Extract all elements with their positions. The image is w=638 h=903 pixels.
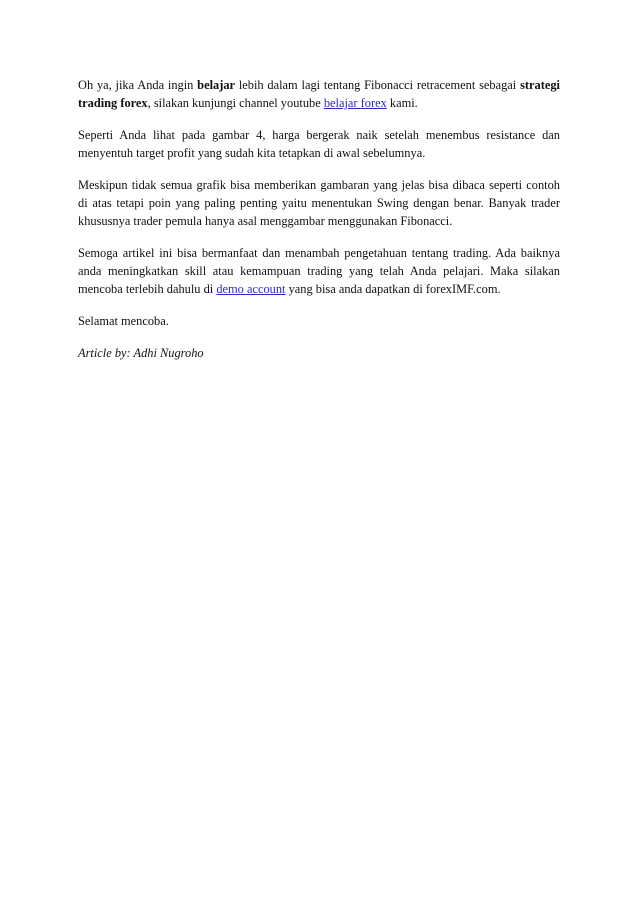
- text-span: yang bisa anda dapatkan di forexIMF.com.: [285, 282, 501, 296]
- article-body: [78, 76, 560, 376]
- link-demo-account[interactable]: demo account: [216, 282, 286, 296]
- article-byline: Article by: Adhi Nugroho: [78, 346, 204, 360]
- link-belajar-forex[interactable]: belajar forex: [323, 96, 387, 110]
- paragraph-fibonacci-intro: [78, 76, 560, 112]
- paragraph-conclusion: [78, 244, 560, 298]
- paragraph-swing: Meskipun tidak semua grafik bisa memberikan gambaran yang jelas bisa dibaca seperti contoh di atas tetapi poin yang paling penting yaitu menentukan Swing dengan benar. Banyak trader khususnya trader pemula hanya asal menggambar menggunakan Fibonacci.: [78, 178, 560, 228]
- text-span: lebih dalam lagi tentang Fibonacci retracement sebagai: [235, 78, 521, 92]
- text-span: , silakan kunjungi channel youtube: [147, 96, 324, 110]
- text-span: Oh ya, jika Anda ingin: [78, 78, 198, 92]
- text-span: kami.: [386, 96, 418, 110]
- paragraph-closing: Selamat mencoba.: [78, 314, 169, 328]
- bold-text-strategi: strategi trading forex: [78, 78, 560, 110]
- bold-text-belajar: belajar: [197, 78, 236, 92]
- paragraph-price-movement: Seperti Anda lihat pada gambar 4, harga bergerak naik setelah menembus resistance dan menyentuh target profit yang sudah kita tetapkan di awal sebelumnya.: [78, 128, 560, 160]
- text-span: Semoga artikel ini bisa bermanfaat dan menambah pengetahuan tentang trading. Ada baiknya anda meningkatkan skill atau kemampuan trading yang telah Anda pelajari. Maka silakan mencoba terlebih dahulu di: [78, 246, 560, 296]
